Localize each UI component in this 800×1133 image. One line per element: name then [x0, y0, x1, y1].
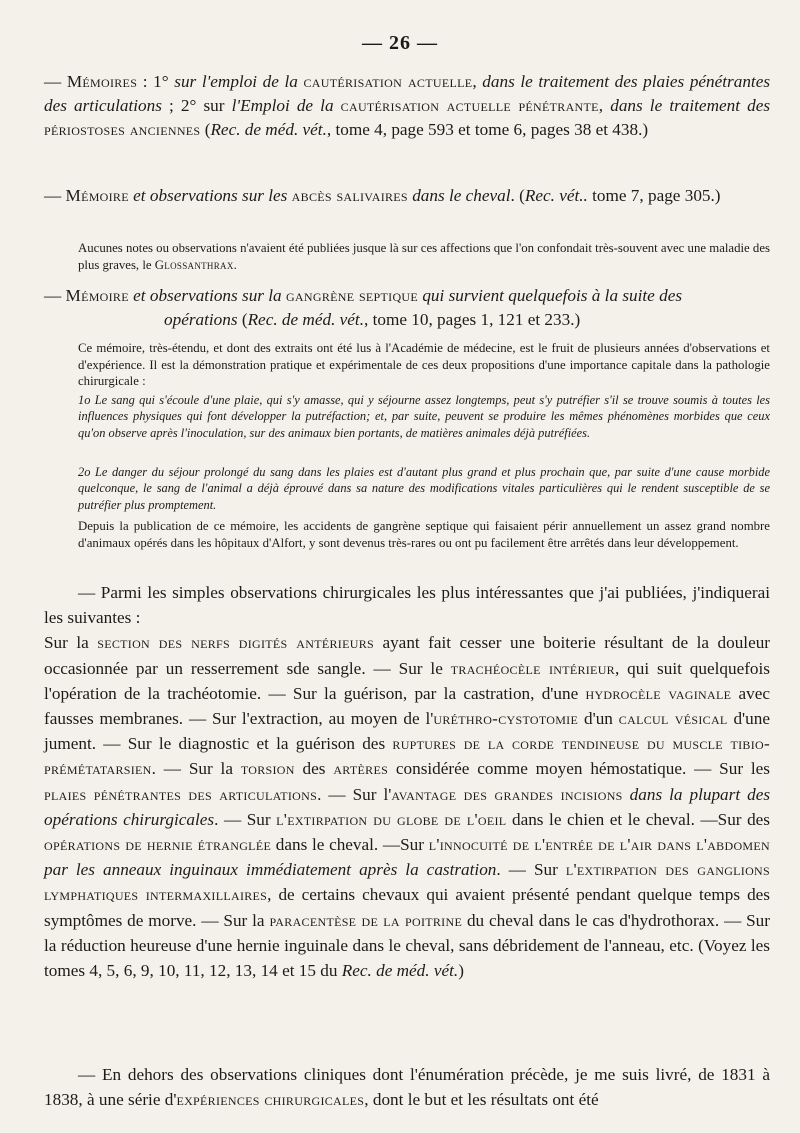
observations-list: Sur la section des nerfs digités antérieurs ayant fait cesser une boiterie résultant de la douleur occasionnée par un resserrement sde sangle. — Sur le trachéocèle intérieur, qui suit quelquefois l'opération de la trachéotomie. — Sur la guérison, par la castration, d'une hydrocèle vaginale avec fausses membranes. — Sur l'extraction, au moyen de l'uréthro-cystotomie d'un calcul vésical d'une jument. — Sur le diagnostic et la guérison des ruptures de la corde tendineuse du muscle tibio-prémétatarsien. — Sur la torsion des artères considérée comme moyen hémostatique. — Sur les plaies pénétrantes des articulations. — Sur l'avantage des grandes incisions dans la plupart des opérations chirurgicales. — Sur l'extirpation du globe de l'oeil dans le chien et le cheval. —Sur des opérations de hernie étranglée dans le cheval. —Sur l'innocuité de l'entrée de l'air dans l'abdomen par les anneaux inguinaux immédiatement après la castration. — Sur l'extirpation des ganglions lymphatiques intermaxillaires, de certains chevaux qui avaient présenté pendant quelque temps des symptômes de morve. — Sur la paracentèse de la poitrine du cheval dans le cas d'hydrothorax. — Sur la réduction heureuse d'une hernie inguinale dans le cheval, sans débridement de l'anneau, etc. (Voyez les tomes 4, 5, 6, 9, 10, 11, 12, 13, 14 et 15 du Rec. de méd. vét.) [44, 633, 771, 981]
observations-paragraph [44, 580, 770, 983]
closing-paragraph: — En dehors des observations cliniques dont l'énumération précède, je me suis livré, de 1831 à 1838, à une série d'expériences chirurgicales, dont le but et les résultats ont été [44, 1065, 770, 1110]
proposition-1: 1o Le sang qui s'écoule d'une plaie, qui s'y amasse, qui y séjourne assez longtemps, peut s'y putréfier s'il se trouve soumis à toutes les influences physiques qui font développer la putréfaction; et, par suite, peuvent se produire les mêmes phénomènes morbides que ceux qu'on observe après l'inoculation, sur des animaux bien portants, de matières animales déjà putréfiées. [78, 393, 770, 440]
page-number: — 26 — [362, 32, 438, 54]
entry-memoire-abces: — Mémoire et observations sur les abcès salivaires dans le cheval. (Rec. vét.. tome 7, page 305.) [44, 186, 721, 205]
note-abces: Aucunes notes ou observations n'avaient été publiées jusque là sur ces affections que l'on confondait très-souvent avec une maladie des plus graves, le Glossanthrax. [78, 241, 770, 272]
note-gangrene: Ce mémoire, très-étendu, et dont des extraits ont été lus à l'Académie de médecine, est le fruit de plusieurs années d'observations et d'expérience. Il est la démonstration pratique et expérimentale de ces deux propositions d'une importance capitale dans la pathologie chirurgicale : [78, 341, 770, 389]
note-depuis: Depuis la publication de ce mémoire, les accidents de gangrène septique qui faisaient périr annuellement un assez grand nombre d'animaux opérés dans les hôpitaux d'Alfort, y sont devenus très-rares ou ont pu facilement être arrêtés dans leur développement. [78, 519, 770, 550]
entry-memoires-cauterisation: — Mémoires : 1° sur l'emploi de la cautérisation actuelle, dans le traitement des plaies pénétrantes des articulations ; 2° sur l'Emploi de la cautérisation actuelle pénétrante, dans le traitement des périostoses anciennes (Rec. de méd. vét., tome 4, page 593 et tome 6, pages 38 et 438.) [44, 72, 771, 139]
entry-memoire-gangrene: — Mémoire et observations sur la gangrène septique qui survient quelquefois à la suite des opérations (Rec. de méd. vét., tome 10, pages 1, 121 et 233.) [44, 286, 683, 329]
proposition-2: 2o Le danger du séjour prolongé du sang dans les plaies est d'autant plus grand et plus prochain que, par suite d'une cause morbide quelconque, le sang de l'animal a déjà éprouvé dans sa nature des modifications vitales particulières qui le rendent susceptible de se putréfier plus promptement. [78, 465, 770, 512]
observations-intro: — Parmi les simples observations chirurgicales les plus intéressantes que j'ai publiées, j'indiquerai les suivantes : [44, 583, 770, 628]
